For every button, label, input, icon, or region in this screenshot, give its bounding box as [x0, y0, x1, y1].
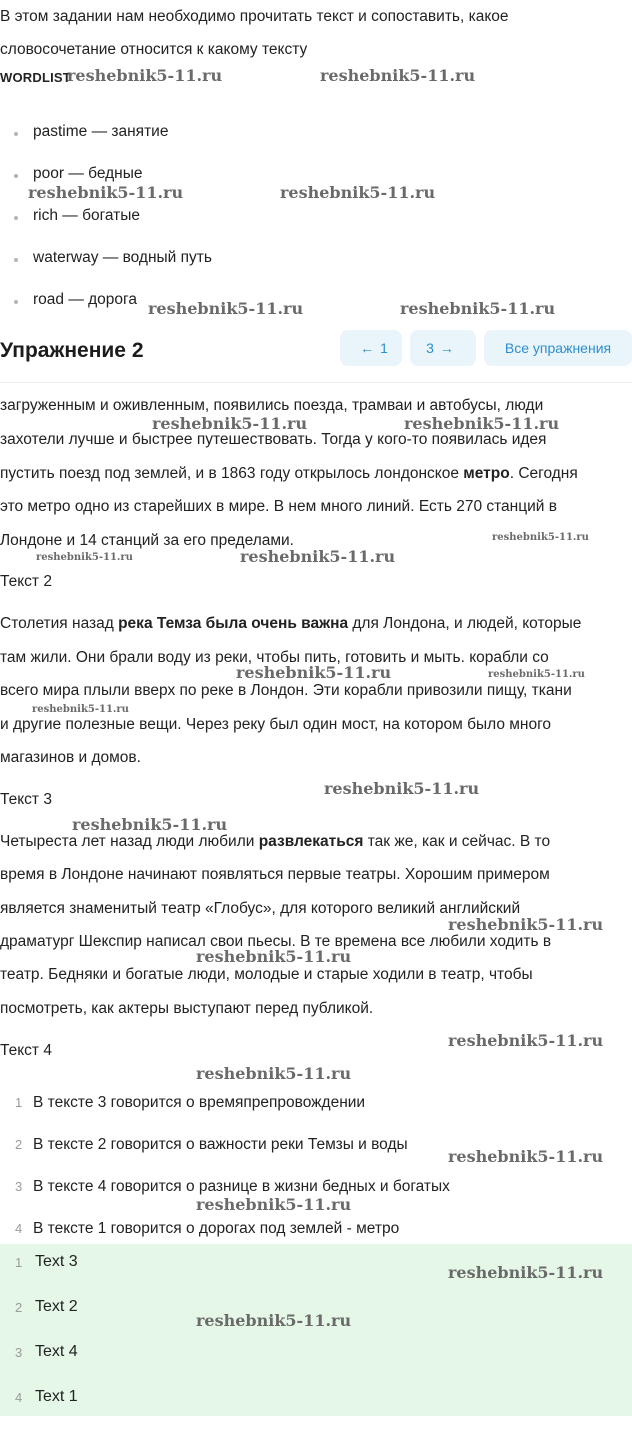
bullet-icon	[14, 258, 18, 262]
answer-number: 4	[15, 1390, 23, 1405]
watermark: reshebnik5-11.ru	[32, 704, 129, 715]
exercise-header	[0, 326, 632, 383]
text2-line: магазинов и домов.	[0, 749, 141, 766]
answer-number: 2	[15, 1300, 23, 1315]
answer-number: 3	[15, 1345, 23, 1360]
text3-line: посмотреть, как актеры выступают перед публикой.	[0, 1000, 374, 1017]
text1-line: загруженным и оживленным, появились поезда, трамваи и автобусы, люди	[0, 397, 544, 414]
watermark: reshebnik5-11.ru	[404, 414, 560, 433]
text3-line: драматург Шекспир написал свои пьесы. В те времена все любили ходить в	[0, 933, 552, 950]
arrow-left-icon: ←	[360, 340, 375, 356]
text1-line: это метро одно из старейших в мире. В нем много линий. Есть 270 станций в	[0, 498, 557, 515]
watermark: reshebnik5-11.ru	[488, 669, 585, 680]
exercise-title: Упражнение 2	[0, 339, 144, 362]
text1-line: пустить поезд под землей, и в 1863 году открылось лондонское метро. Сегодня	[0, 465, 578, 482]
bullet-icon	[14, 300, 18, 304]
watermark: reshebnik5-11.ru	[196, 1064, 352, 1083]
watermark: reshebnik5-11.ru	[400, 299, 556, 318]
text2-line: и другие полезные вещи. Через реку был один мост, на котором было много	[0, 716, 552, 733]
watermark: reshebnik5-11.ru	[196, 1195, 352, 1214]
watermark: reshebnik5-11.ru	[240, 547, 396, 566]
watermark: reshebnik5-11.ru	[148, 299, 304, 318]
text3-label: Текст 3	[0, 791, 52, 808]
wordlist-item: waterway — водный путь	[33, 249, 212, 266]
bullet-icon	[14, 216, 18, 220]
watermark: reshebnik5-11.ru	[28, 183, 184, 202]
text2-line: всего мира плыли вверх по реке в Лондон. Эти корабли привозили пищу, ткани	[0, 682, 572, 699]
text2-line: Столетия назад река Темза была очень важна для Лондона, и людей, которые	[0, 615, 582, 632]
watermark: reshebnik5-11.ru	[196, 1311, 352, 1330]
answer-text: Text 4	[35, 1343, 78, 1360]
watermark: reshebnik5-11.ru	[324, 779, 480, 798]
watermark: reshebnik5-11.ru	[67, 66, 223, 85]
bullet-icon	[14, 132, 18, 136]
answer-number: 1	[15, 1255, 23, 1270]
text4-label: Текст 4	[0, 1042, 52, 1059]
arrow-right-icon: →	[439, 340, 454, 356]
statement-number: 2	[15, 1137, 23, 1152]
wordlist-item: rich — богатые	[33, 207, 141, 224]
watermark: reshebnik5-11.ru	[448, 1031, 604, 1050]
bullet-icon	[14, 174, 18, 178]
next-exercise-label: 3	[426, 340, 434, 356]
wordlist-item: pastime — занятие	[33, 123, 169, 140]
keyword-thames: река Темза была очень важна	[118, 615, 349, 632]
statement-text: В тексте 2 говорится о важности реки Темзы и воды	[33, 1136, 408, 1153]
keyword-entertain: развлекаться	[258, 833, 364, 850]
text3-line: время в Лондоне начинают появляться первые театры. Хорошим примером	[0, 866, 550, 883]
wordlist-title: WORDLIST	[0, 70, 71, 85]
text3-line: театр. Бедняки и богатые люди, молодые и старые ходили в театр, чтобы	[0, 966, 533, 983]
keyword-metro: метро	[463, 465, 510, 482]
wordlist-item: poor — бедные	[33, 165, 143, 182]
watermark: reshebnik5-11.ru	[236, 663, 392, 682]
intro-line-1: В этом задании нам необходимо прочитать текст и сопоставить, какое	[0, 8, 509, 25]
next-exercise-button[interactable]	[410, 330, 476, 366]
watermark: reshebnik5-11.ru	[448, 1263, 604, 1282]
statement-text: В тексте 4 говорится о разнице в жизни бедных и богатых	[33, 1178, 450, 1195]
text2-label: Текст 2	[0, 573, 52, 590]
watermark: reshebnik5-11.ru	[72, 815, 228, 834]
statement-number: 3	[15, 1179, 23, 1194]
text1-line: захотели лучше и быстрее путешествовать. Тогда у кого-то появилась идея	[0, 431, 547, 448]
answer-text: Text 1	[35, 1388, 78, 1405]
statement-text: В тексте 3 говорится о времяпрепровождении	[33, 1094, 366, 1111]
all-exercises-button[interactable]: Все упражнения	[484, 330, 632, 366]
statement-number: 4	[15, 1221, 23, 1236]
statement-text: В тексте 1 говорится о дорогах под землей - метро	[33, 1220, 400, 1237]
intro-line-2: словосочетание относится к какому тексту	[0, 41, 308, 58]
watermark: reshebnik5-11.ru	[196, 947, 352, 966]
wordlist-item: road — дорога	[33, 291, 137, 308]
text3-line: Четыреста лет назад люди любили развлекаться так же, как и сейчас. В то	[0, 833, 551, 850]
text3-line: является знаменитый театр «Глобус», для которого великий английский	[0, 900, 521, 917]
watermark: reshebnik5-11.ru	[280, 183, 436, 202]
watermark: reshebnik5-11.ru	[448, 915, 604, 934]
answer-text: Text 3	[35, 1253, 78, 1270]
text1-line: Лондоне и 14 станций за его пределами.	[0, 532, 294, 549]
prev-exercise-button[interactable]	[340, 330, 402, 366]
statement-number: 1	[15, 1095, 23, 1110]
text2-line: там жили. Они брали воду из реки, чтобы пить, готовить и мыть. корабли со	[0, 649, 549, 666]
watermark: reshebnik5-11.ru	[36, 552, 133, 563]
watermark: reshebnik5-11.ru	[448, 1147, 604, 1166]
watermark: reshebnik5-11.ru	[492, 532, 589, 543]
answer-text: Text 2	[35, 1298, 78, 1315]
watermark: reshebnik5-11.ru	[152, 414, 308, 433]
watermark: reshebnik5-11.ru	[320, 66, 476, 85]
prev-exercise-label: 1	[380, 340, 388, 356]
